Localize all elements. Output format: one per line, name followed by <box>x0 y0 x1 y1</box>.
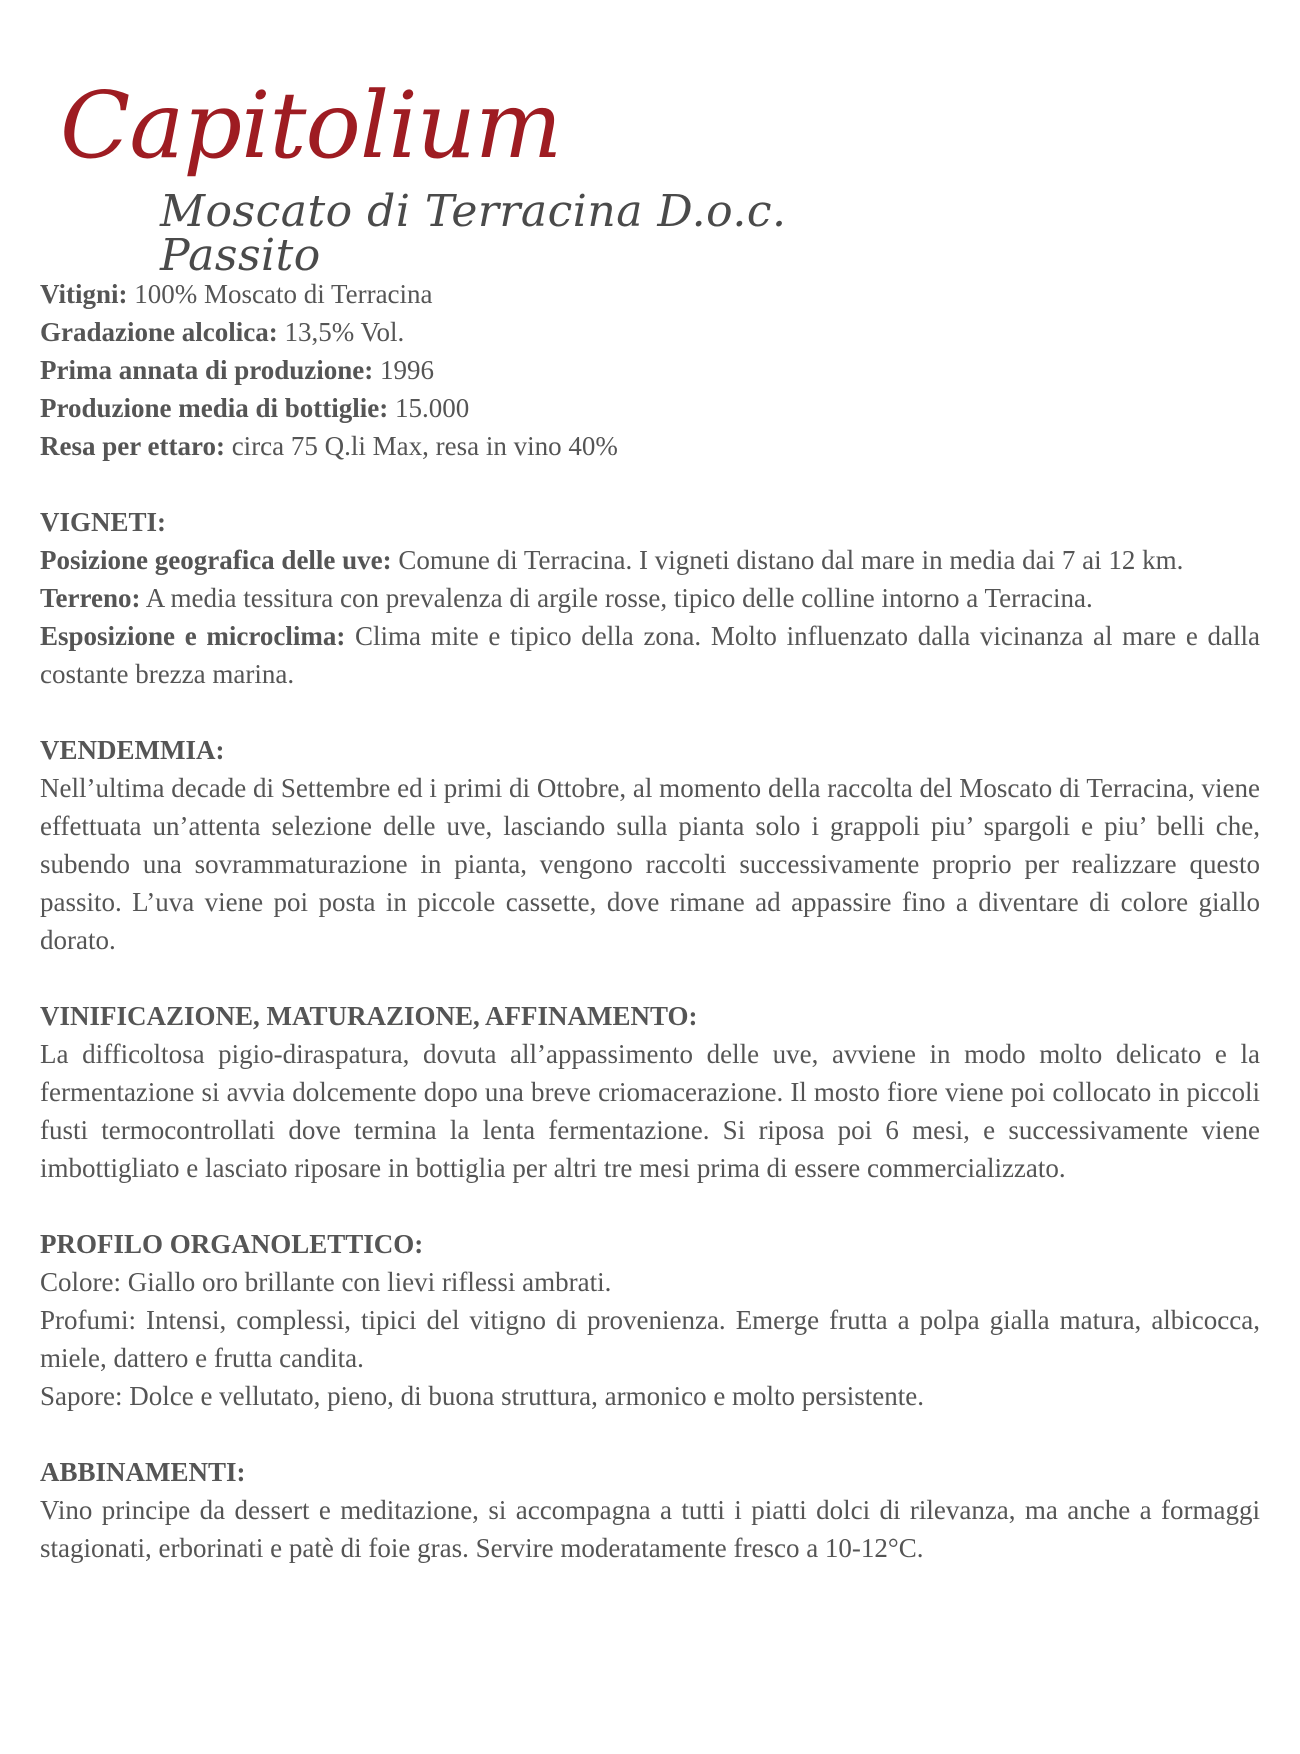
profilo-sapore <box>40 1377 1260 1415</box>
spec-label: Gradazione alcolica: <box>40 317 278 347</box>
wine-sheet <box>40 275 1260 1567</box>
profilo-colore <box>40 1263 1260 1301</box>
item-label: Sapore: <box>40 1381 123 1411</box>
abbinamenti-text: Vino principe da dessert e meditazione, si accompagna a tutti i piatti dolci di rilevanza, ma anche a formaggi stagionati, erborinati e patè di foie gras. Servire moderatamente fresco a 10-12°C. <box>40 1495 1260 1563</box>
spec-gradazione <box>40 313 1260 351</box>
item-value: A media tessitura con prevalenza di argile rosse, tipico delle colline intorno a Terracina. <box>140 583 1093 613</box>
brand-subtitle: Moscato di Terracina D.o.c. Passito <box>160 186 787 281</box>
item-value: Comune di Terracina. I vigneti distano dal mare in media dai 7 ai 12 km. <box>391 545 1184 575</box>
item-label: Posizione geografica delle uve: <box>40 545 392 575</box>
vendemmia-text: Nell’ultima decade di Settembre ed i primi di Ottobre, al momento della raccolta del Moscato di Terracina, viene effettuata un’attenta selezione delle uve, lasciando sulla pianta solo i grappoli piu’ spargoli e piu’ belli che, subendo una sovrammaturazione in pianta, vengono raccolti successivamente proprio per realizzare questo passito. L’uva viene poi posta in piccole cassette, dove rimane ad appassire fino a diventare di colore giallo dorato. <box>40 773 1260 955</box>
vigneti-terreno <box>40 579 1260 617</box>
spec-value: 13,5% Vol. <box>277 317 405 347</box>
spec-vitigni <box>40 275 1260 313</box>
spec-label: Resa per ettaro: <box>40 431 225 461</box>
item-label: Profumi: <box>40 1305 137 1335</box>
item-value: Intensi, complessi, tipici del vitigno di provenienza. Emerge frutta a polpa gialla matura, albicocca, miele, dattero e frutta candita. <box>40 1305 1260 1373</box>
spec-value: 1996 <box>373 355 435 385</box>
spec-label: Vitigni: <box>40 279 128 309</box>
item-label: Terreno: <box>40 583 141 613</box>
section-title: VENDEMMIA: <box>40 735 225 765</box>
spec-value: circa 75 Q.li Max, resa in vino 40% <box>224 431 618 461</box>
item-label: Esposizione e microclima: <box>40 621 346 651</box>
item-value: Clima mite e tipico della zona. Molto influenzato dalla vicinanza al mare e dalla costante brezza marina. <box>40 621 1260 689</box>
spec-prima-annata <box>40 351 1260 389</box>
spec-value: 15.000 <box>388 393 470 423</box>
brand-header <box>60 72 960 281</box>
section-title: VIGNETI: <box>40 507 167 537</box>
profilo-profumi <box>40 1301 1260 1377</box>
specs-block <box>40 275 1260 465</box>
section-vinificazione <box>40 997 1260 1187</box>
spec-value: 100% Moscato di Terracina <box>127 279 433 309</box>
section-vigneti <box>40 503 1260 693</box>
vinificazione-text: La difficoltosa pigio-diraspatura, dovuta all’appassimento delle uve, avviene in modo molto delicato e la fermentazione si avvia dolcemente dopo una breve criomacerazione. Il mosto fiore viene poi collocato in piccoli fusti termocontrollati dove termina la lenta fermentazione. Si riposa poi 6 mesi, e successivamente viene imbottigliato e lasciato riposare in bottiglia per altri tre mesi prima di essere commercializzato. <box>40 1039 1260 1183</box>
section-profilo <box>40 1225 1260 1415</box>
spec-produzione <box>40 389 1260 427</box>
spec-resa <box>40 427 1260 465</box>
spec-label: Produzione media di bottiglie: <box>40 393 389 423</box>
item-value: Giallo oro brillante con lievi riflessi ambrati. <box>121 1267 612 1297</box>
spec-label: Prima annata di produzione: <box>40 355 374 385</box>
item-value: Dolce e vellutato, pieno, di buona struttura, armonico e molto persistente. <box>122 1381 925 1411</box>
section-vendemmia <box>40 731 1260 959</box>
vigneti-esposizione <box>40 617 1260 693</box>
section-title: VINIFICAZIONE, MATURAZIONE, AFFINAMENTO: <box>40 1001 698 1031</box>
section-abbinamenti <box>40 1453 1260 1567</box>
section-title: ABBINAMENTI: <box>40 1457 246 1487</box>
brand-name: Capitolium <box>60 72 562 179</box>
item-label: Colore: <box>40 1267 121 1297</box>
vigneti-posizione <box>40 541 1260 579</box>
section-title: PROFILO ORGANOLETTICO: <box>40 1229 424 1259</box>
